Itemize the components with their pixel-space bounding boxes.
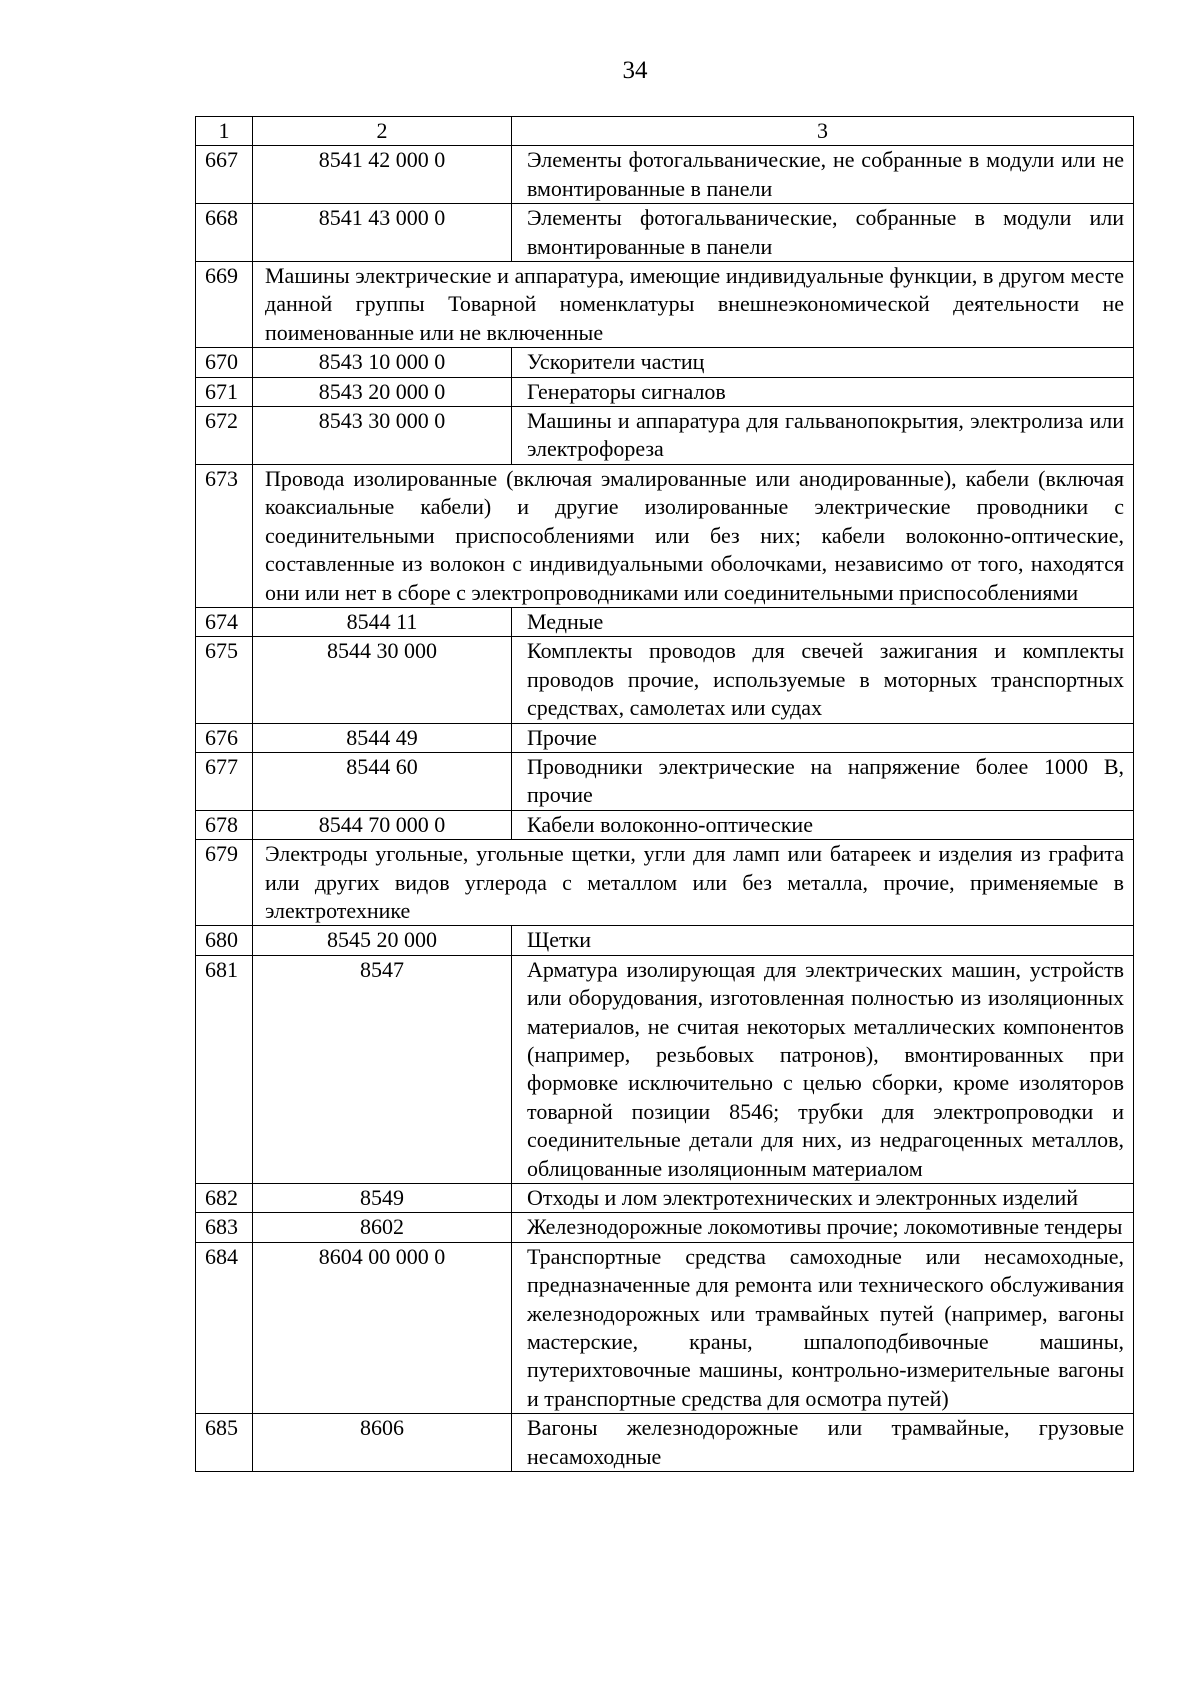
commodity-code: 8543 10 000 0 bbox=[253, 348, 512, 377]
table-row bbox=[196, 348, 1134, 377]
commodity-description: Ускорители частиц bbox=[512, 348, 1134, 377]
commodity-description: Медные bbox=[512, 607, 1134, 636]
commodity-description: Железнодорожные локомотивы прочие; локомотивные тендеры bbox=[512, 1213, 1134, 1242]
group-heading: Электроды угольные, угольные щетки, угли для ламп или батареек и изделия из графита или других видов углерода с металлом или без металла, прочие, применяемые в электротехнике bbox=[253, 840, 1134, 926]
commodity-description: Элементы фотогальванические, не собранные в модули или не вмонтированные в панели bbox=[512, 146, 1134, 204]
goods-table bbox=[195, 116, 1134, 1472]
commodity-description: Щетки bbox=[512, 926, 1134, 955]
row-number: 667 bbox=[196, 146, 253, 204]
commodity-code: 8549 bbox=[253, 1184, 512, 1213]
table-row bbox=[196, 1414, 1134, 1472]
table-row bbox=[196, 407, 1134, 465]
commodity-code: 8544 11 bbox=[253, 607, 512, 636]
table-row bbox=[196, 146, 1134, 204]
commodity-description: Транспортные средства самоходные или несамоходные, предназначенные для ремонта или технического обслуживания железнодорожных или трамвайных путей (например, вагоны мастерские, краны, шпалоподбивочные машины, путерихтовочные машины, контрольно-измерительные вагоны и транспортные средства для осмотра путей) bbox=[512, 1242, 1134, 1413]
commodity-code: 8544 49 bbox=[253, 723, 512, 752]
row-number: 670 bbox=[196, 348, 253, 377]
table-row bbox=[196, 955, 1134, 1183]
table-row bbox=[196, 752, 1134, 810]
column-header-2: 2 bbox=[253, 117, 512, 146]
row-number: 674 bbox=[196, 607, 253, 636]
commodity-description: Отходы и лом электротехнических и электронных изделий bbox=[512, 1184, 1134, 1213]
commodity-code: 8545 20 000 bbox=[253, 926, 512, 955]
row-number: 679 bbox=[196, 840, 253, 926]
row-number: 676 bbox=[196, 723, 253, 752]
table-header-row bbox=[196, 117, 1134, 146]
column-header-1: 1 bbox=[196, 117, 253, 146]
commodity-code: 8547 bbox=[253, 955, 512, 1183]
row-number: 678 bbox=[196, 810, 253, 839]
row-number: 668 bbox=[196, 204, 253, 262]
commodity-code: 8544 30 000 bbox=[253, 637, 512, 723]
table-row bbox=[196, 204, 1134, 262]
table-row bbox=[196, 607, 1134, 636]
group-heading: Провода изолированные (включая эмалированные или анодированные), кабели (включая коаксиальные кабели) и другие изолированные электрические проводники с соединительными приспособлениями или без них; кабели волоконно-оптические, составленные из волокон с индивидуальными оболочками, независимо от того, находятся они или нет в сборе с электропроводниками или соединительными приспособлениями bbox=[253, 464, 1134, 607]
row-number: 680 bbox=[196, 926, 253, 955]
row-number: 682 bbox=[196, 1184, 253, 1213]
row-number: 671 bbox=[196, 377, 253, 406]
table-row bbox=[196, 723, 1134, 752]
group-heading: Машины электрические и аппаратура, имеющие индивидуальные функции, в другом месте данной группы Товарной номенклатуры внешнеэкономической деятельности не поименованные или не включенные bbox=[253, 262, 1134, 348]
table-row bbox=[196, 262, 1134, 348]
table-row bbox=[196, 637, 1134, 723]
commodity-description: Комплекты проводов для свечей зажигания и комплекты проводов прочие, используемые в моторных транспортных средствах, самолетах или судах bbox=[512, 637, 1134, 723]
commodity-code: 8543 20 000 0 bbox=[253, 377, 512, 406]
table-row bbox=[196, 377, 1134, 406]
table-row bbox=[196, 464, 1134, 607]
commodity-description: Кабели волоконно-оптические bbox=[512, 810, 1134, 839]
row-number: 672 bbox=[196, 407, 253, 465]
row-number: 685 bbox=[196, 1414, 253, 1472]
commodity-description: Вагоны железнодорожные или трамвайные, грузовые несамоходные bbox=[512, 1414, 1134, 1472]
table-row bbox=[196, 810, 1134, 839]
table-row bbox=[196, 926, 1134, 955]
commodity-description: Арматура изолирующая для электрических машин, устройств или оборудования, изготовленная полностью из изоляционных материалов, не считая некоторых металлических компонентов (например, резьбовых патронов), вмонтированных при формовке исключительно с целью сборки, кроме изоляторов товарной позиции 8546; трубки для электропроводки и соединительные детали для них, из недрагоценных металлов, облицованные изоляционным материалом bbox=[512, 955, 1134, 1183]
column-header-3: 3 bbox=[512, 117, 1134, 146]
row-number: 683 bbox=[196, 1213, 253, 1242]
page-number: 34 bbox=[622, 57, 648, 84]
row-number: 681 bbox=[196, 955, 253, 1183]
commodity-description: Проводники электрические на напряжение более 1000 В, прочие bbox=[512, 752, 1134, 810]
table-row bbox=[196, 1184, 1134, 1213]
table-row bbox=[196, 1213, 1134, 1242]
commodity-code: 8544 60 bbox=[253, 752, 512, 810]
commodity-description: Машины и аппаратура для гальванопокрытия, электролиза или электрофореза bbox=[512, 407, 1134, 465]
commodity-description: Прочие bbox=[512, 723, 1134, 752]
commodity-code: 8541 43 000 0 bbox=[253, 204, 512, 262]
commodity-code: 8606 bbox=[253, 1414, 512, 1472]
row-number: 684 bbox=[196, 1242, 253, 1413]
row-number: 669 bbox=[196, 262, 253, 348]
commodity-code: 8604 00 000 0 bbox=[253, 1242, 512, 1413]
commodity-description: Генераторы сигналов bbox=[512, 377, 1134, 406]
row-number: 673 bbox=[196, 464, 253, 607]
commodity-code: 8541 42 000 0 bbox=[253, 146, 512, 204]
row-number: 677 bbox=[196, 752, 253, 810]
table-row bbox=[196, 840, 1134, 926]
commodity-code: 8543 30 000 0 bbox=[253, 407, 512, 465]
table-row bbox=[196, 1242, 1134, 1413]
commodity-description: Элементы фотогальванические, собранные в модули или вмонтированные в панели bbox=[512, 204, 1134, 262]
row-number: 675 bbox=[196, 637, 253, 723]
commodity-code: 8602 bbox=[253, 1213, 512, 1242]
commodity-code: 8544 70 000 0 bbox=[253, 810, 512, 839]
